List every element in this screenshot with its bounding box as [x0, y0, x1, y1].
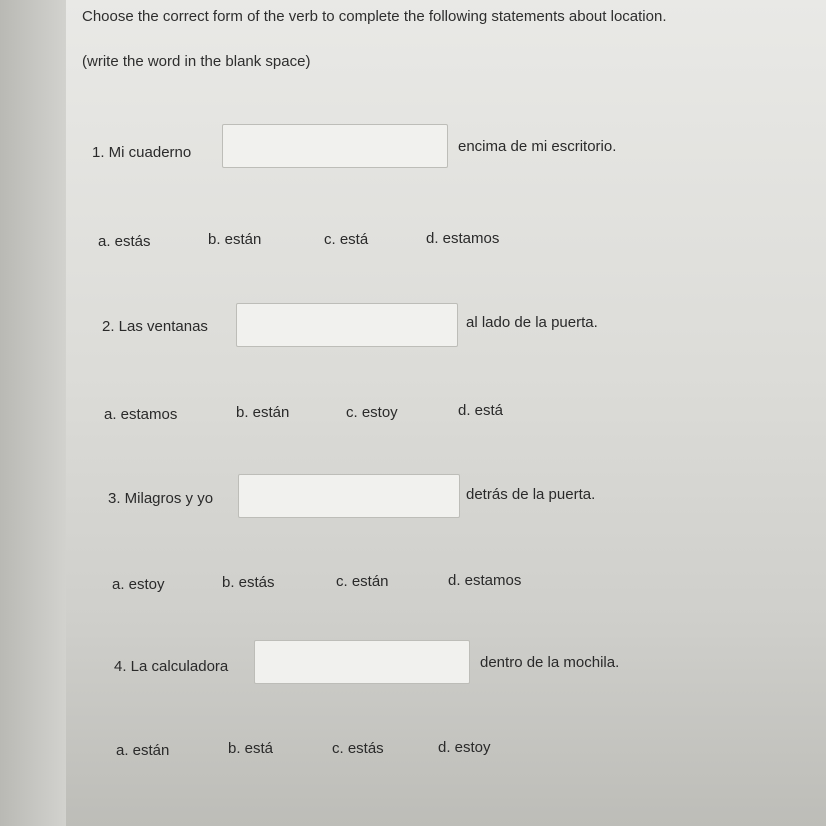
question-3-trailing-text: detrás de la puerta. [466, 486, 596, 503]
question-3-option-d: d. estamos [448, 572, 522, 589]
question-4-option-d: d. estoy [438, 739, 491, 756]
question-2-label: 2. Las ventanas [102, 318, 208, 335]
question-1-option-d: d. estamos [426, 230, 500, 247]
left-margin [0, 0, 66, 826]
question-3-option-a: a. estoy [112, 576, 165, 593]
quiz-content [66, 0, 826, 826]
question-1-answer-input[interactable] [222, 124, 448, 168]
question-1-label: 1. Mi cuaderno [92, 144, 192, 161]
question-2-option-d: d. está [458, 402, 504, 419]
question-2-option-b: b. están [236, 404, 290, 421]
question-2-answer-input[interactable] [236, 303, 458, 347]
question-4-answer-input[interactable] [254, 640, 470, 684]
instructions-line-1: Choose the correct form of the verb to complete the following statements about location. [82, 8, 667, 25]
question-3-option-c: c. están [336, 573, 389, 590]
question-2-trailing-text: al lado de la puerta. [466, 314, 598, 331]
question-4-option-b: b. está [228, 740, 274, 757]
question-4-option-a: a. están [116, 742, 170, 759]
question-1-trailing-text: encima de mi escritorio. [458, 138, 617, 155]
question-1-option-b: b. están [208, 231, 262, 248]
instructions-line-2: (write the word in the blank space) [82, 53, 311, 70]
question-3-label: 3. Milagros y yo [108, 490, 214, 507]
question-4-option-c: c. estás [332, 740, 384, 757]
question-3-option-b: b. estás [222, 574, 275, 591]
question-4-trailing-text: dentro de la mochila. [480, 654, 620, 671]
question-2-option-c: c. estoy [346, 404, 398, 421]
question-1-option-a: a. estás [98, 233, 151, 250]
question-2-option-a: a. estamos [104, 406, 178, 423]
question-3-answer-input[interactable] [238, 474, 460, 518]
question-1-option-c: c. está [324, 231, 369, 248]
question-4-label: 4. La calculadora [114, 658, 229, 675]
